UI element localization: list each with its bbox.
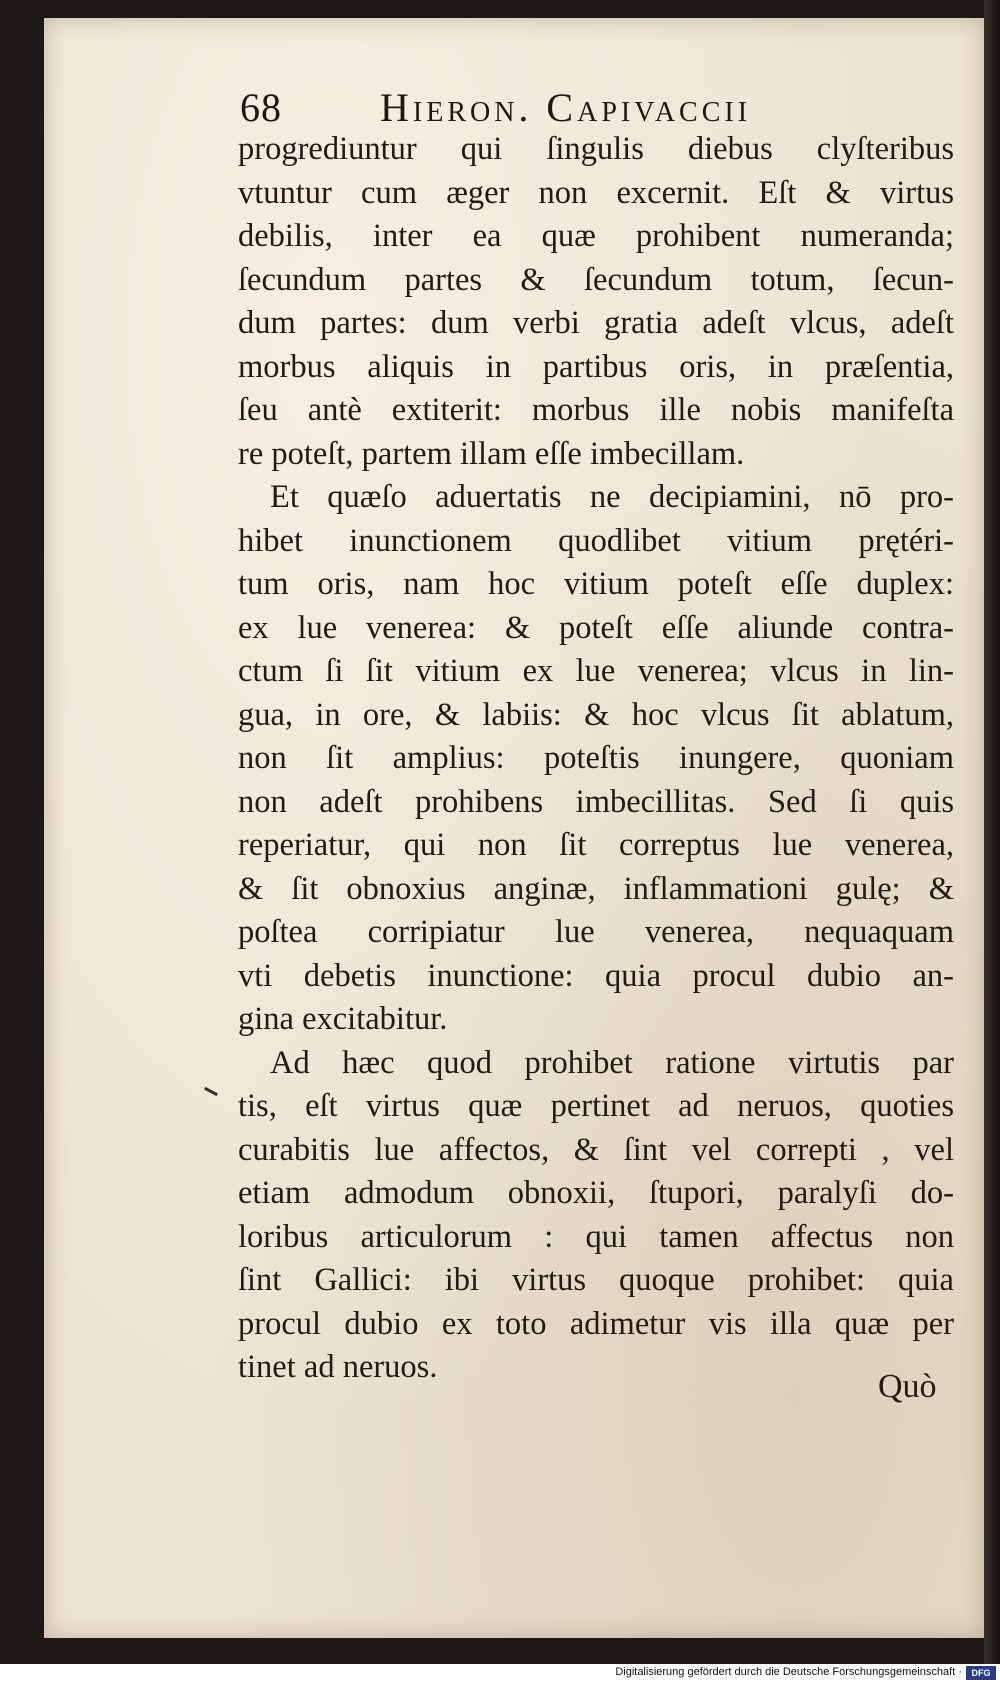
text-line: progrediuntur qui ſingulis diebus clyſteribus [238, 131, 954, 167]
body-text [238, 128, 954, 1390]
text-line: dum partes: dum verbi gratia adeſt vlcus, adeſt [238, 305, 954, 341]
text-line: ex lue venerea: & poteſt eſſe aliunde contra- [238, 609, 954, 646]
text-line: Et quæſo aduertatis ne decipiamini, nō pro- [270, 479, 954, 515]
text-line: ſeu antè extiterit: morbus ille nobis manifeſta [238, 392, 954, 428]
text-line: poſtea corripiatur lue venerea, nequaquam [238, 914, 954, 950]
text-line: reperiatur, qui non ſit correptus lue venerea, [238, 827, 954, 863]
text-line: ſint Gallici: ibi virtus quoque prohibet: quia [238, 1262, 954, 1298]
text-line: Ad hæc quod prohibet ratione virtutis par [270, 1044, 954, 1081]
text-line: gina excitabitur. [238, 1001, 448, 1037]
text-line: gua, in ore, & labiis: & hoc vlcus ſit ablatum, [238, 696, 954, 733]
text-line: tis, eſt virtus quæ pertinet ad neruos, quoties [238, 1088, 954, 1124]
catchword: Quò [878, 1368, 937, 1405]
text-line: etiam admodum obnoxii, ſtupori, paralyſi do- [238, 1175, 954, 1211]
text-line: loribus articulorum : qui tamen affectus non [238, 1218, 954, 1255]
page-number: 68 [240, 85, 282, 130]
text-line: tum oris, nam hoc vitium poteſt eſſe duplex: [238, 566, 954, 602]
text-line: procul dubio ex toto adimetur vis illa quæ per [238, 1305, 954, 1342]
text-line: hibet inunctionem quodlibet vitium prętéri- [238, 522, 954, 559]
text-line: curabitis lue affectos, & ſint vel correpti , vel [238, 1131, 954, 1168]
text-line: non adeſt prohibens imbecillitas. Sed ſi quis [238, 783, 954, 820]
text-line: & ſit obnoxius anginæ, inflammationi gulę; & [238, 870, 954, 907]
running-head [240, 78, 880, 134]
text-line: morbus aliquis in partibus oris, in præſentia, [238, 348, 954, 385]
dfg-logo: DFG [966, 1666, 996, 1680]
text-line: ctum ſi ſit vitium ex lue venerea; vlcus in lin- [238, 653, 954, 689]
text-line: tinet ad neruos. [238, 1349, 438, 1385]
running-title: Hieron. Capivaccii [380, 85, 752, 130]
text-line: re poteſt, partem illam eſſe imbecillam. [238, 435, 745, 472]
text-line: non ſit amplius: poteſtis inungere, quoniam [238, 740, 954, 776]
text-line: vti debetis inunctione: quia procul dubio an- [238, 957, 954, 994]
book-binding-edge [984, 0, 1000, 1664]
text-line: debilis, inter ea quæ prohibent numeranda; [238, 218, 954, 254]
text-line: ſecundum partes & ſecundum totum, ſecun- [238, 261, 954, 298]
footer-credit: Digitalisierung gefördert durch die Deutsche Forschungsgemeinschaft · [615, 1666, 962, 1678]
text-line: vtuntur cum æger non excernit. Eſt & virtus [238, 174, 954, 211]
footer-bar [0, 1664, 1000, 1683]
